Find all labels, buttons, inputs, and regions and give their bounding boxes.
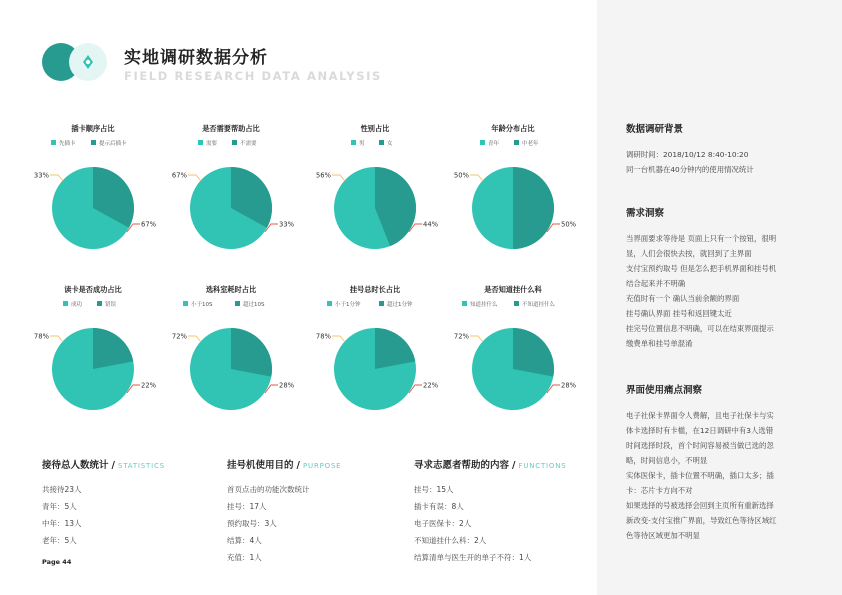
pie-label-right: 67%: [141, 220, 157, 229]
stat-line: 结算清单与医生开的单子不符：1人: [414, 553, 532, 562]
stats-functions-en: FUNCTIONS: [518, 462, 567, 470]
pie-label-right: 22%: [141, 381, 157, 390]
stat-line: 电子医保卡：2人: [414, 519, 472, 528]
stats-reception-heading: 接待总人数统计 / STATISTICS: [42, 460, 165, 471]
legend-label: 先插卡: [59, 141, 76, 147]
pie-title: 读卡是否成功占比: [64, 285, 122, 294]
sidebar-line: 调研时间：2018/10/12 8:40-10:20: [626, 150, 749, 159]
pie-label-right: 44%: [423, 220, 439, 229]
pie-charts-grid: [0, 118, 600, 428]
legend-label: 超过10S: [243, 302, 265, 308]
sidebar-background-heading: 数据调研背景: [626, 124, 684, 135]
leader-line-left: [470, 336, 483, 342]
pie-chart: [172, 285, 295, 410]
page-subtitle: FIELD RESEARCH DATA ANALYSIS: [124, 69, 382, 83]
stats-functions-heading: 寻求志愿者帮助的内容 / FUNCTIONS: [414, 460, 567, 471]
pie-chart: [172, 124, 295, 249]
stat-line: 挂号：15人: [414, 485, 454, 494]
pie-chart: [454, 124, 577, 249]
sidebar-line: 卡：芯片卡方向不对: [626, 486, 693, 495]
legend-label: 成功: [71, 302, 83, 308]
legend-swatch: [91, 140, 96, 145]
stat-line: 老年：5人: [42, 536, 77, 545]
legend-label: 男: [359, 141, 365, 147]
stat-line: 挂号：17人: [227, 502, 267, 511]
page-title: 实地调研数据分析: [124, 48, 268, 68]
legend-swatch: [351, 140, 356, 145]
pie-title: 是否知道挂什么科: [484, 285, 542, 294]
sidebar-painpoints-heading: 界面使用痛点洞察: [626, 385, 703, 396]
sidebar-line: 新改变-支付宝推广界面，导致红色等待区域红: [626, 516, 777, 525]
legend-swatch: [514, 301, 519, 306]
leader-line-left: [50, 336, 63, 342]
pie-title: 选科室耗时占比: [205, 285, 257, 294]
legend-label: 提示后插卡: [99, 141, 127, 147]
stat-line: 中年：13人: [42, 519, 82, 528]
pie-label-right: 22%: [423, 381, 439, 390]
legend-swatch: [63, 301, 68, 306]
leader-line-left: [188, 336, 201, 342]
legend-swatch: [462, 301, 467, 306]
legend-swatch: [514, 140, 519, 145]
pie-chart: [316, 124, 439, 249]
legend-swatch: [97, 301, 102, 306]
pie-chart: [454, 285, 577, 410]
leader-line-left: [332, 336, 345, 342]
legend-label: 需要: [206, 141, 218, 147]
stats-functions: [414, 457, 567, 566]
pie-chart: [34, 124, 157, 249]
sidebar-line: 挂完号位置信息不明确，可以在结束界面提示: [626, 324, 774, 333]
stats-purpose-heading: 挂号机使用目的 / PURPOSE: [227, 460, 342, 471]
stats-purpose-en: PURPOSE: [303, 462, 342, 470]
sidebar-line: 实体医保卡，插卡位置不明确，插口太多；插: [626, 471, 774, 480]
sidebar-line: 结合起来并不明确: [626, 279, 686, 288]
legend-swatch: [183, 301, 188, 306]
pie-label-right: 33%: [279, 220, 295, 229]
sidebar-line: 电子社保卡界面令人费解，且电子社保卡与实: [626, 411, 774, 420]
sidebar-line: 色等待区域更加不明显: [626, 531, 700, 540]
sidebar-line: 如果选择的号被选择会回到主页所有重新选择: [626, 501, 774, 510]
legend-label: 不知道挂什么: [522, 302, 556, 308]
pie-label-left: 78%: [33, 332, 49, 341]
pie-title: 是否需要帮助占比: [202, 124, 260, 133]
stat-line: 结算：4人: [227, 536, 262, 545]
pie-label-right: 28%: [279, 381, 295, 390]
legend-swatch: [198, 140, 203, 145]
sidebar-line: 时间选择时段，首个时间容易被当做已选的忽: [626, 441, 774, 450]
legend-swatch: [51, 140, 56, 145]
legend-label: 中老年: [522, 141, 539, 147]
legend-label: 错误: [105, 302, 117, 308]
sidebar-insights-section: [626, 206, 826, 351]
stat-line: 首页点击的功能次数统计: [227, 485, 310, 494]
legend-swatch: [379, 301, 384, 306]
legend-label: 女: [387, 141, 393, 147]
sidebar-line: 充值时有一个 确认当前余额的界面: [626, 294, 740, 303]
leader-line-left: [470, 175, 483, 181]
sidebar-line: 当界面要求等待是 页面上只有一个按钮，很明: [626, 234, 777, 243]
stat-line: 充值：1人: [227, 553, 262, 562]
legend-swatch: [232, 140, 237, 145]
stat-line: 不知道挂什么科：2人: [414, 536, 487, 545]
stats-reception-title: 接待总人数统计: [42, 460, 109, 471]
pie-chart: [316, 285, 439, 410]
pie-label-left: 56%: [315, 171, 331, 180]
sidebar-line: 缴费单和挂号单混淆: [626, 339, 693, 348]
sidebar-insights-heading: 需求洞察: [626, 208, 665, 219]
pie-title: 年龄分布占比: [491, 124, 535, 133]
sidebar-line: 支付宝预约取号 但是怎么把手机界面和挂号机: [626, 264, 777, 273]
legend-swatch: [235, 301, 240, 306]
pie-label-left: 78%: [315, 332, 331, 341]
legend-label: 知道挂什么: [470, 302, 498, 308]
pie-chart: [34, 285, 157, 410]
legend-label: 小于1分钟: [335, 302, 361, 308]
brand-logo: [42, 42, 112, 82]
stats-purpose-title: 挂号机使用目的: [227, 460, 294, 471]
stats-reception-en: STATISTICS: [118, 462, 165, 470]
pie-title: 插卡顺序占比: [71, 124, 115, 133]
pie-slice-secondary: [513, 167, 554, 249]
stats-purpose: [227, 457, 341, 566]
page-number: Page 44: [42, 558, 72, 566]
leader-line-left: [188, 175, 201, 181]
legend-swatch: [379, 140, 384, 145]
stat-line: 共接待23人: [42, 485, 82, 494]
leader-line-left: [50, 175, 63, 181]
stats-functions-title: 寻求志愿者帮助的内容: [414, 460, 510, 471]
stat-line: 预约取号：3人: [227, 519, 277, 528]
sidebar-line: 同一台机器在40分钟内的使用情况统计: [626, 165, 754, 174]
legend-label: 小于10S: [191, 302, 213, 308]
stats-reception: [42, 457, 165, 549]
pie-slice-secondary: [513, 328, 554, 377]
sidebar-background-section: [626, 122, 826, 177]
legend-swatch: [480, 140, 485, 145]
sidebar-line: 略，时间信息小，不明显: [626, 456, 708, 465]
pie-slice-secondary: [231, 328, 272, 377]
legend-label: 不需要: [240, 141, 257, 147]
pie-label-left: 72%: [171, 332, 187, 341]
sidebar-painpoints-section: [626, 383, 826, 543]
pie-title: 性别占比: [360, 124, 390, 133]
legend-label: 青年: [488, 141, 500, 147]
legend-swatch: [327, 301, 332, 306]
stat-line: 青年：5人: [42, 502, 77, 511]
stat-line: 插卡有误：8人: [414, 502, 464, 511]
pie-label-left: 33%: [33, 171, 49, 180]
sidebar-line: 显，人们会很快去按，就回到了主界面: [626, 249, 752, 258]
pie-title: 挂号总时长占比: [349, 285, 401, 294]
leader-line-left: [332, 175, 345, 181]
pie-label-right: 28%: [561, 381, 577, 390]
pie-label-right: 50%: [561, 220, 577, 229]
pie-label-left: 72%: [453, 332, 469, 341]
pie-label-left: 67%: [171, 171, 187, 180]
pie-label-left: 50%: [453, 171, 469, 180]
sidebar-line: 体卡选择时有卡槛，在12日调研中有3人选错: [626, 426, 774, 435]
sidebar-line: 挂号确认界面 挂号和返回键太近: [626, 309, 732, 318]
legend-label: 超过1分钟: [387, 302, 413, 308]
